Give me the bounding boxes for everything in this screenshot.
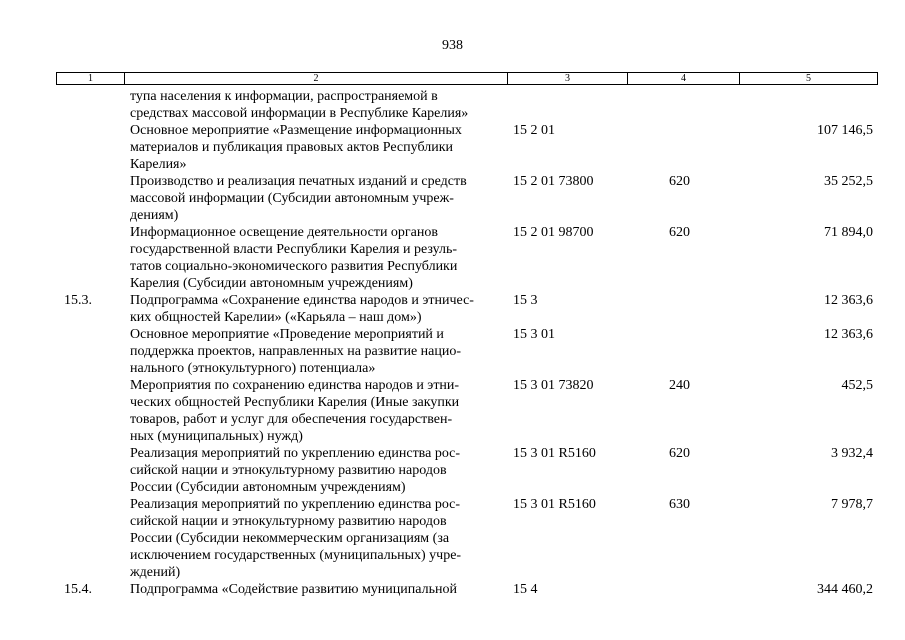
- description-line: ждений): [130, 565, 181, 580]
- row-amount: 344 460,2: [817, 582, 873, 597]
- row-code: [507, 88, 627, 122]
- row-number: [56, 496, 124, 581]
- description-line: Подпрограмма «Сохранение единства народов и этничес-: [130, 293, 474, 308]
- row-expense-type: 240: [669, 378, 690, 393]
- description-line: поддержка проектов, направленных на развитие нацио-: [130, 344, 462, 359]
- row-amount: [739, 88, 877, 122]
- row-code: 15 3 01 R5160: [513, 446, 596, 461]
- description-line: Мероприятия по сохранению единства народов и этни-: [130, 378, 460, 393]
- description-line: Подпрограмма «Содействие развитию муниципальной: [130, 582, 457, 597]
- page-number: 938: [442, 38, 463, 53]
- description-line: тупа населения к информации, распространяемой в: [130, 89, 438, 104]
- table-row: [56, 445, 877, 496]
- description-line: Основное мероприятие «Проведение мероприятий и: [130, 327, 444, 342]
- description-line: Карелия»: [130, 157, 187, 172]
- row-code: 15 2 01 98700: [513, 225, 594, 240]
- row-expense-type: [627, 581, 739, 598]
- row-number: [56, 224, 124, 292]
- column-header-1: 1: [57, 73, 125, 85]
- row-number: [56, 326, 124, 377]
- row-amount: 7 978,7: [831, 497, 873, 512]
- column-header-table: [56, 72, 878, 85]
- row-expense-type: 620: [669, 174, 690, 189]
- row-description: [124, 445, 507, 496]
- table-row: [56, 377, 877, 445]
- row-number: 15.4.: [64, 582, 92, 597]
- row-expense-type: 620: [669, 225, 690, 240]
- row-amount: 12 363,6: [824, 327, 873, 342]
- row-description: [124, 496, 507, 581]
- table-row: [56, 88, 877, 122]
- column-header-5: 5: [740, 73, 878, 85]
- row-expense-type: 630: [669, 497, 690, 512]
- table-row: [56, 224, 877, 292]
- row-code: 15 3: [513, 293, 538, 308]
- row-amount: 3 932,4: [831, 446, 873, 461]
- row-description: [124, 326, 507, 377]
- description-line: исключением государственных (муниципальных) учре-: [130, 548, 462, 563]
- row-expense-type: [627, 292, 739, 326]
- row-amount: 12 363,6: [824, 293, 873, 308]
- description-line: нального (этнокультурного) потенциала»: [130, 361, 376, 376]
- description-line: государственной власти Республики Карелия и резуль-: [130, 242, 457, 257]
- table-row: [56, 173, 877, 224]
- description-line: массовой информации (Субсидии автономным учреж-: [130, 191, 454, 206]
- row-amount: 452,5: [841, 378, 873, 393]
- table-row: [56, 292, 877, 326]
- table-row: [56, 326, 877, 377]
- row-code: 15 3 01 R5160: [513, 497, 596, 512]
- row-code: 15 2 01 73800: [513, 174, 594, 189]
- description-line: ких общностей Карелии» («Карьяла – наш дом»): [130, 310, 422, 325]
- budget-table-body: [56, 88, 877, 598]
- description-line: татов социально-экономического развития Республики: [130, 259, 458, 274]
- description-line: сийской нации и этнокультурному развитию народов: [130, 463, 447, 478]
- row-code: 15 3 01: [513, 327, 555, 342]
- row-expense-type: [627, 326, 739, 377]
- row-description: [124, 224, 507, 292]
- description-line: средствах массовой информации в Республике Карелия»: [130, 106, 469, 121]
- description-line: материалов и публикация правовых актов Республики: [130, 140, 453, 155]
- row-amount: 71 894,0: [824, 225, 873, 240]
- row-description: [124, 292, 507, 326]
- table-row: [56, 581, 877, 598]
- description-line: России (Субсидии некоммерческим организациям (за: [130, 531, 450, 546]
- column-header-2: 2: [125, 73, 508, 85]
- description-line: Реализация мероприятий по укреплению единства рос-: [130, 446, 461, 461]
- description-line: России (Субсидии автономным учреждениям): [130, 480, 406, 495]
- row-code: 15 4: [513, 582, 538, 597]
- row-number: [56, 122, 124, 173]
- row-code: 15 2 01: [513, 123, 555, 138]
- row-description: [124, 173, 507, 224]
- description-line: ческих общностей Республики Карелия (Иные закупки: [130, 395, 460, 410]
- description-line: товаров, работ и услуг для обеспечения государствен-: [130, 412, 453, 427]
- description-line: Основное мероприятие «Размещение информационных: [130, 123, 462, 138]
- row-amount: 35 252,5: [824, 174, 873, 189]
- description-line: сийской нации и этнокультурному развитию народов: [130, 514, 447, 529]
- row-amount: 107 146,5: [817, 123, 873, 138]
- row-number: 15.3.: [64, 293, 92, 308]
- table-row: [56, 496, 877, 581]
- description-line: Реализация мероприятий по укреплению единства рос-: [130, 497, 461, 512]
- row-number: [56, 377, 124, 445]
- row-description: [124, 377, 507, 445]
- description-line: Карелия (Субсидии автономным учреждениям): [130, 276, 413, 291]
- description-line: дениям): [130, 208, 179, 223]
- row-number: [56, 445, 124, 496]
- row-number: [56, 88, 124, 122]
- row-code: 15 3 01 73820: [513, 378, 594, 393]
- row-number: [56, 173, 124, 224]
- column-header-3: 3: [508, 73, 628, 85]
- row-description: [124, 122, 507, 173]
- row-description: [124, 581, 507, 598]
- description-line: ных (муниципальных) нужд): [130, 429, 303, 444]
- column-header-row: [57, 73, 878, 85]
- row-description: [124, 88, 507, 122]
- table-row: [56, 122, 877, 173]
- description-line: Информационное освещение деятельности органов: [130, 225, 438, 240]
- row-expense-type: [627, 88, 739, 122]
- description-line: Производство и реализация печатных изданий и средств: [130, 174, 467, 189]
- row-expense-type: 620: [669, 446, 690, 461]
- row-expense-type: [627, 122, 739, 173]
- column-header-4: 4: [628, 73, 740, 85]
